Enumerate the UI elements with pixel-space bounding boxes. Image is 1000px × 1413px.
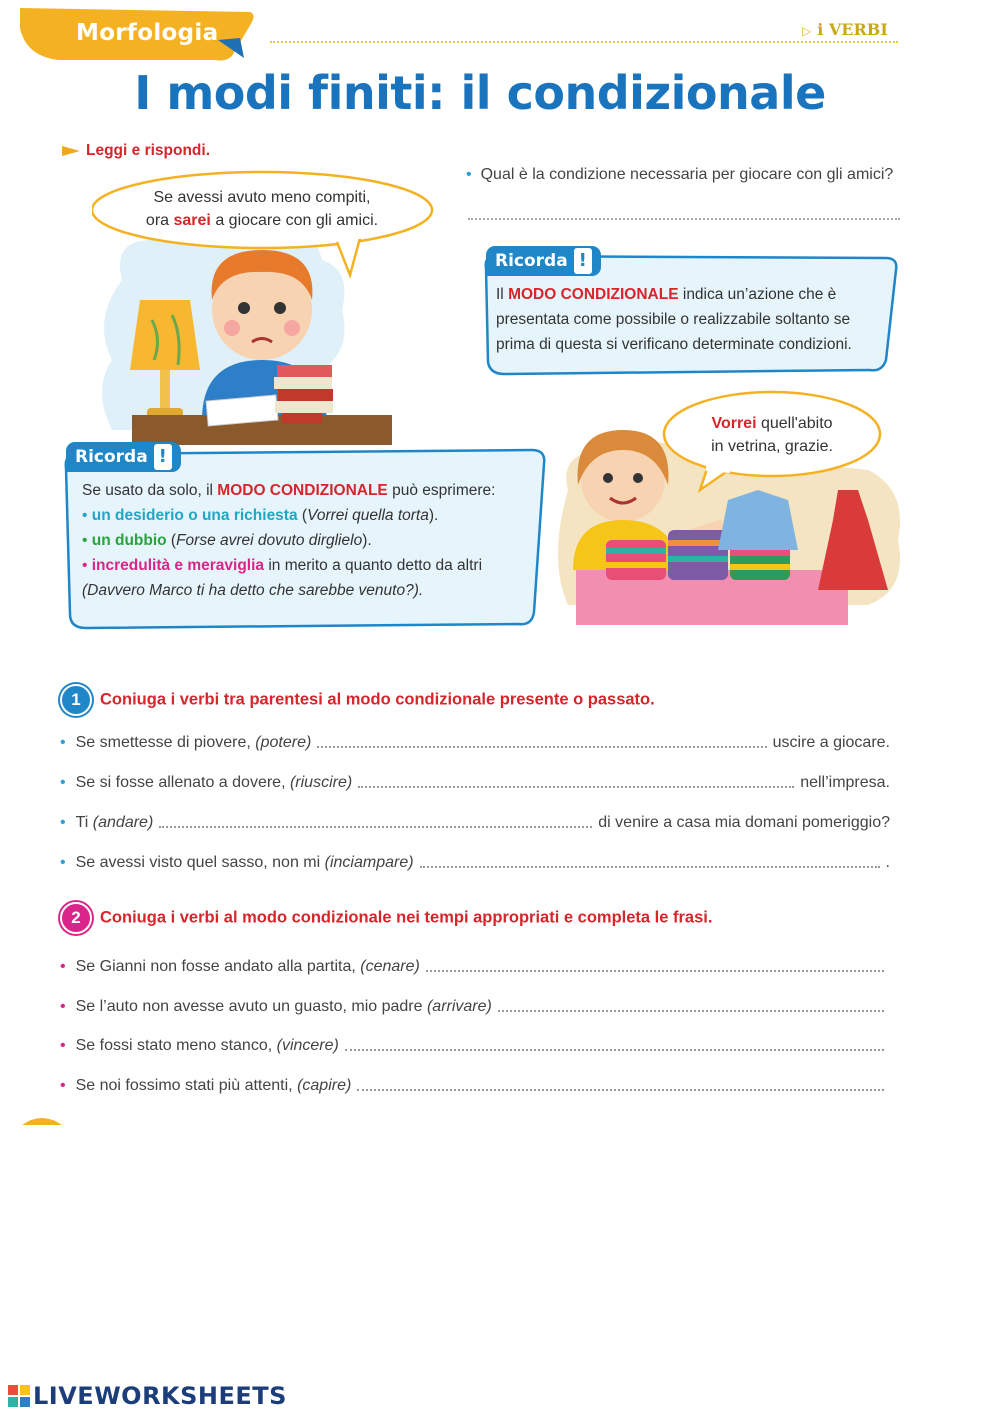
exercise1-heading (60, 684, 655, 716)
exercise2-number-badge: 2 (60, 902, 92, 934)
ricorda-box-bottom (62, 446, 548, 630)
list-item-incredulita (82, 553, 542, 578)
footer-logo (8, 1382, 287, 1410)
bullet-icon: • (82, 507, 92, 524)
list-item-dubbio-pre: ( (166, 532, 177, 549)
exercise1-row-verb: (inciampare) (324, 854, 414, 871)
footer-logo-text: LIVEWORKSHEETS (33, 1382, 287, 1410)
ricorda-bottom-text (82, 478, 542, 603)
answer-field[interactable] (358, 785, 794, 788)
exercise2-instruction: Coniuga i verbi al modo condizionale nei tempi appropriati e completa le frasi. (100, 908, 713, 927)
girl-illustration (548, 390, 908, 626)
exercise2-row (60, 952, 890, 976)
answer-field[interactable] (420, 865, 880, 868)
boy-illustration (92, 170, 442, 460)
exclamation-icon: ! (574, 248, 592, 274)
answer-field[interactable] (159, 825, 592, 828)
exercise1-instruction: Coniuga i verbi tra parentesi al modo condizionale presente o passato. (100, 690, 655, 709)
list-item-incredulita-example: (Davvero Marco ti ha detto che sarebbe venuto?). (82, 582, 424, 599)
read-instruction-text: Leggi e rispondi. (86, 142, 211, 159)
exercise2-row (60, 1031, 890, 1055)
bullet-icon: • (60, 774, 66, 791)
list-item-incredulita-rest: in merito a quanto detto da altri (264, 557, 483, 574)
list-item-dubbio-post: ). (362, 532, 372, 549)
bullet-icon: • (82, 557, 92, 574)
answer-field[interactable] (498, 1009, 884, 1012)
girl-speech-post: quell'abito (756, 415, 833, 432)
ricorda-bottom-intro-pre: Se usato da solo, il (82, 482, 218, 499)
exercise1-row-text: Se avessi visto quel sasso, non mi (75, 854, 321, 871)
question-text: Qual è la condizione necessaria per giocare con gli amici? (480, 166, 894, 183)
exercise1-row (60, 848, 890, 872)
exercise1-row-ending: uscire a giocare. (772, 734, 890, 751)
exercise2-row-verb: (arrivare) (426, 998, 492, 1015)
ricorda-bottom-intro (82, 478, 542, 503)
ricorda-top-pre: Il (496, 286, 509, 303)
exercise1-row (60, 808, 890, 832)
arrow-marker-icon (62, 146, 80, 156)
ricorda-tag-top (486, 246, 601, 276)
section-tab-label: Morfologia (76, 20, 219, 46)
exercise2-row-verb: (cenare) (360, 958, 420, 975)
boy-speech-highlight: sarei (173, 212, 211, 229)
exercise2-row-text: Se Gianni non fosse andato alla partita, (75, 958, 356, 975)
exercise1-row-verb: (potere) (255, 734, 312, 751)
exercise1-row-text: Se si fosse allenato a dovere, (75, 774, 286, 791)
ricorda-top-text (496, 282, 896, 357)
exercise2-row (60, 1071, 890, 1095)
exercise1-row-ending: nell’impresa. (800, 774, 890, 791)
boy-speech-bubble (92, 186, 432, 232)
exercise2-row-text: Se noi fossimo stati più attenti, (75, 1077, 293, 1094)
ricorda-bottom-intro-post: può esprimere: (387, 482, 496, 499)
list-item-desiderio-example: Vorrei quella torta (307, 507, 429, 524)
exercise1-row (60, 768, 890, 792)
exercise1-row-verb: (andare) (92, 814, 154, 831)
exercise1-row-verb: (riuscire) (289, 774, 353, 791)
girl-speech-line1 (664, 412, 880, 435)
exercise1-row-text: Se smettesse di piovere, (75, 734, 251, 751)
boy-speech-post: a giocare con gli amici. (210, 212, 379, 229)
chapter-label-text: i VERBI (817, 20, 888, 39)
list-item-dubbio (82, 528, 542, 553)
ricorda-tag-bottom (66, 442, 181, 472)
list-item-desiderio (82, 503, 542, 528)
list-item-desiderio-bold: un desiderio o una richiesta (91, 507, 298, 524)
section-tab (18, 8, 263, 62)
exercise2-row-text: Se l’auto non avesse avuto un guasto, mio padre (75, 998, 423, 1015)
bullet-icon: • (82, 532, 92, 549)
answer-field[interactable] (345, 1048, 884, 1051)
exercise1-number-badge: 1 (60, 684, 92, 716)
read-instruction (62, 142, 210, 160)
list-item-dubbio-example: Forse avrei dovuto dirglielo (176, 532, 363, 549)
ricorda-tag-top-text: Ricorda (495, 251, 568, 271)
boy-speech-line2 (92, 209, 432, 232)
exercise1-row-ending: . (885, 854, 890, 871)
bullet-icon: • (60, 734, 66, 751)
ricorda-tag-bottom-text: Ricorda (75, 447, 148, 467)
list-item-desiderio-post: ). (428, 507, 439, 524)
ricorda-box-top (482, 250, 902, 376)
bullet-icon: • (60, 958, 66, 975)
answer-field[interactable] (426, 969, 884, 972)
exercise1-row-ending: di venire a casa mia domani pomeriggio? (598, 814, 890, 831)
ricorda-top-line3: prima di questa si verificano determinate condizioni. (496, 336, 852, 353)
answer-field[interactable] (357, 1088, 884, 1091)
ricorda-top-highlight: MODO CONDIZIONALE (508, 286, 679, 303)
bullet-icon: • (60, 854, 66, 871)
header-divider (270, 41, 898, 43)
ricorda-top-line2: presentata come possibile o realizzabile soltanto se (496, 311, 851, 328)
bullet-icon: • (60, 814, 66, 831)
girl-speech-highlight: Vorrei (711, 415, 757, 432)
play-arrow-icon: ▷ (802, 24, 812, 38)
exercise2-row-verb: (vincere) (276, 1037, 339, 1054)
exclamation-icon: ! (154, 444, 172, 470)
bullet-icon: • (60, 1037, 66, 1054)
question (466, 166, 893, 184)
bullet-icon: • (60, 998, 66, 1015)
bullet-icon: • (466, 166, 472, 183)
exercise2-row (60, 992, 890, 1016)
list-item-dubbio-bold: un dubbio (91, 532, 167, 549)
bullet-icon: • (60, 1077, 66, 1094)
answer-field[interactable] (317, 745, 766, 748)
girl-speech-bubble (664, 412, 880, 458)
list-item-desiderio-pre: ( (297, 507, 308, 524)
exercise2-row-verb: (capire) (297, 1077, 352, 1094)
girl-speech-line2: in vetrina, grazie. (711, 438, 833, 455)
chapter-label (802, 20, 888, 39)
boy-speech-pre: ora (145, 212, 174, 229)
page-corner-marker (22, 1112, 62, 1122)
ricorda-top-line1 (496, 282, 896, 307)
list-item-incredulita-bold: incredulità e meraviglia (91, 557, 265, 574)
exercise1-row-text: Ti (75, 814, 89, 831)
page-title: I modi finiti: il condizionale (134, 66, 826, 120)
exercise2-row-text: Se fossi stato meno stanco, (75, 1037, 273, 1054)
ricorda-bottom-highlight: MODO CONDIZIONALE (217, 482, 388, 499)
exercise1-row (60, 728, 890, 752)
boy-speech-line1: Se avessi avuto meno compiti, (153, 189, 371, 206)
answer-field-top[interactable] (468, 218, 900, 220)
ricorda-top-post: indica un’azione che è (678, 286, 837, 303)
logo-blocks-icon (8, 1385, 30, 1407)
exercise2-heading (60, 902, 712, 934)
